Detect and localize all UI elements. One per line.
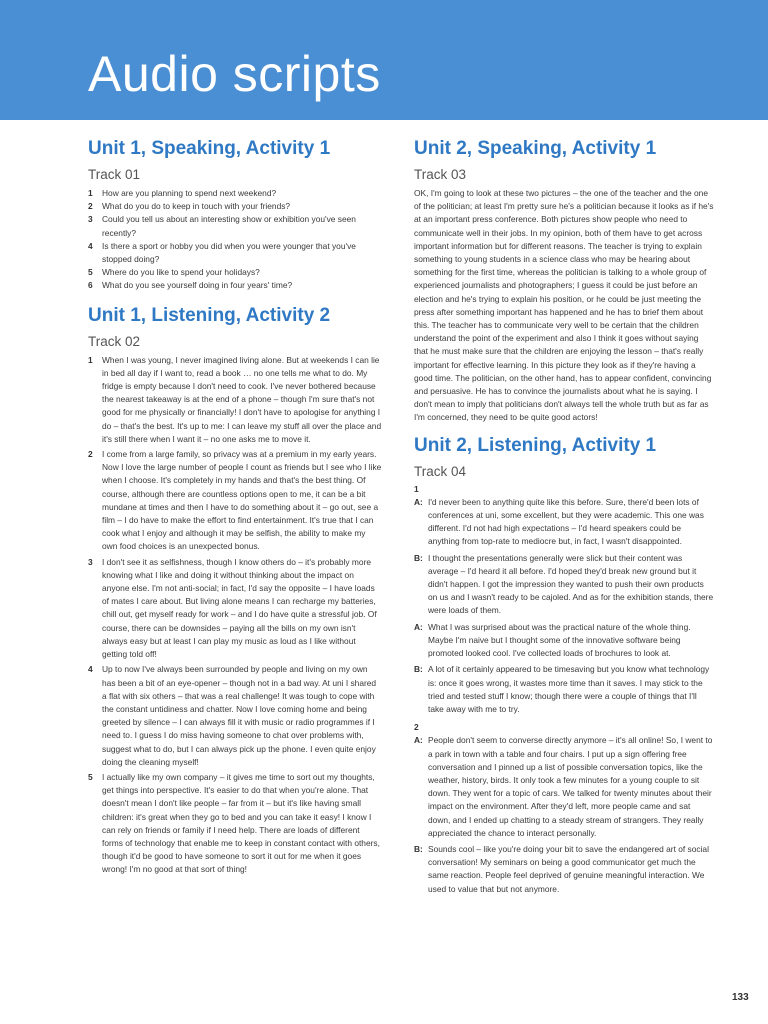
list-item xyxy=(88,200,382,213)
speaker-label: A: xyxy=(414,621,423,632)
item-number: 1 xyxy=(88,188,93,198)
dialogue-segment xyxy=(414,483,714,716)
item-text: I don't see it as selfishness, though I know others do – it's probably more knowing what I like and doing it without thinking about the impact on anyone else. I'm not anti-social; in fact, I'd say the opposite – I have loads of mates I care about. But living alone means I can recharge my batteries, chill out, get myself ready for work – and I do have quite a stressful job. Of course, there can be downsides – paying all the bills on my own isn't always easy but at least I can play my music as loud as I like without getting told off! xyxy=(102,556,377,660)
item-text: Up to now I've always been surrounded by people and living on my own has been a bit of an eye-opener – though not in a bad way. At uni I shared a flat with six others – that was a real challenge! It was tough to cope with the constant untidiness and chatter. Now I love coming home and being greeted by silence – I can always fill it with music or radio programmes if I need to. I guess I do miss having someone to chat over problems with, suggest what to do, but I can always pick up the phone. I even quite enjoy doing the cleaning myself! xyxy=(102,664,377,767)
list-item xyxy=(88,266,382,279)
section-heading: Unit 2, Listening, Activity 1 xyxy=(414,434,657,456)
dialogue-text: Sounds cool – like you're doing your bit to save the endangered art of social conversation! My seminars on being a good communicator get much the same reaction. People feel deprived of genuine meaningful interaction. We used to value that but not anymore. xyxy=(428,843,709,894)
list-item xyxy=(88,771,382,877)
list-item xyxy=(88,663,382,769)
page-number: 133 xyxy=(732,992,749,1003)
item-number: 3 xyxy=(88,214,93,225)
dialogue-line xyxy=(414,496,714,549)
item-number: 1 xyxy=(88,354,93,365)
dialogue-line xyxy=(414,663,714,716)
item-number: 4 xyxy=(88,240,93,251)
track-label: Track 02 xyxy=(88,333,141,349)
item-text: Could you tell us about an interesting show or exhibition you've seen recently? xyxy=(102,214,356,238)
list-item xyxy=(88,213,382,239)
list-item xyxy=(88,187,382,200)
item-number: 5 xyxy=(88,267,93,278)
item-text: How are you planning to spend next weekend? xyxy=(102,188,277,198)
section-heading: Unit 2, Speaking, Activity 1 xyxy=(414,138,657,159)
item-text: Where do you like to spend your holidays? xyxy=(102,267,260,278)
item-text: What do you see yourself doing in four years' time? xyxy=(102,280,293,291)
dialogue-text: A lot of it certainly appeared to be timesaving but you know what technology is: once it goes wrong, it wastes more time than it saves. I may stick to the tried and tested stuff I know; though there were a couple of things that I'll take away with me to try. xyxy=(428,664,710,714)
speaker-label: B: xyxy=(414,664,423,675)
list-item xyxy=(88,354,382,446)
track-label: Track 01 xyxy=(88,167,141,182)
dialogue-line xyxy=(414,552,714,618)
list-item xyxy=(88,448,382,554)
left-column xyxy=(88,136,382,877)
item-text: I actually like my own company – it gives me time to sort out my thoughts, get things into perspective. It's easier to do that when you're alone. That doesn't mean I don't like people – far from it – but it's like having small children: it's great when they go to bed and you can take it easy! I know I can rely on friends or family if I need help. There are loads of different forms of technology that enable me to keep in constant contact with others, though it'd be good to have someone to sort it out for me when it goes wrong! I'm no good at that sort of thing! xyxy=(102,771,380,875)
item-number: 6 xyxy=(88,280,93,291)
segment-number: 1 xyxy=(414,483,419,494)
item-number: 4 xyxy=(88,664,93,675)
dialogue-text: People don't seem to converse directly anymore – it's all online! So, I went to a park in town with a table and four chairs. I put up a sign offering free conversation and I pinned up a list of possible conversation topics, like the weather, history, birds. It only took a few minutes for a young couple to sit down. They went for a topic of cars. We talked for twenty minutes about their impact on the environment. After they'd left, more people came and sat down, and I ended up chatting to a steady stream of strangers. They really appreciated the chance to interact personally. xyxy=(428,735,713,838)
item-text: I come from a large family, so privacy was at a premium in my early years. Now I love the large number of people I count as friends but I see who I like when I choose. It's completely in my hands and that's the best thing. Of course, although there are countless options open to me, it can be a bit mundane at times and then I have to do something about it – go out, see a film – I do have to make the effort to find entertainment. It's true that I can cook what I enjoy and although it may be selfish, the ability to make my own food choices is an unexpected bonus. xyxy=(102,449,382,552)
item-text: What do you do to keep in touch with your friends? xyxy=(102,201,291,212)
track-label: Track 04 xyxy=(414,463,467,479)
speaker-label: B: xyxy=(414,843,423,854)
page-title: Audio scripts xyxy=(88,46,381,102)
dialogue-line xyxy=(414,843,714,896)
speaker-label: B: xyxy=(414,552,423,563)
item-number: 3 xyxy=(88,556,93,567)
item-number: 2 xyxy=(88,449,93,460)
question-list xyxy=(88,187,382,293)
item-number: 5 xyxy=(88,771,93,782)
dialogue-line xyxy=(414,734,714,840)
list-item xyxy=(88,240,382,266)
right-column xyxy=(414,136,714,896)
header-banner xyxy=(0,0,768,120)
script-paragraph: OK, I'm going to look at these two pictures – the one of the teacher and the one of the politician; at least I'm pretty sure he's a politician because it looks as if he's at an important press conference. Both pictures show people who need to communicate well in their jobs. In my opinion, both of them have to get across important information but for different reasons. The teacher is trying to explain something to young students in a science class who may be hearing about something for the first time, whereas the politician is talking to a whole group of experienced journalists and photographers; I guess it could be just before an election and he's trying to explain his position, or he could be just meeting the press after something important has happened and he has to brief them about this. The teacher has to communicate very well to be certain that the children understand the point of the experiment and also I think it goes without saying that he must make sure that the children are enjoying the lesson – that's really important for effective learning. In this picture they look as if they're having a good time. The politician, on the other hand, has to appear confident, convincing and persuasive. He has to convince the journalists about what he is saying. I don't mean to imply that politicians don't always tell the whole truth but as far as I'm concerned, they need to be quite good actors! xyxy=(414,188,714,423)
item-text: Is there a sport or hobby you did when you were younger that you've stopped doing? xyxy=(102,240,356,265)
monologue-list xyxy=(88,354,382,877)
dialogue-segment xyxy=(414,721,714,896)
speaker-label: A: xyxy=(414,496,423,507)
track-label: Track 03 xyxy=(414,167,467,182)
section-heading: Unit 1, Listening, Activity 2 xyxy=(88,304,331,326)
list-item xyxy=(88,556,382,662)
segment-number: 2 xyxy=(414,722,419,733)
dialogue-text: What I was surprised about was the practical nature of the whole thing. Maybe I'm naive but I thought some of the innovative software being promoted looked cool. I've collected loads of brochures to look at. xyxy=(428,621,691,659)
item-text: When I was young, I never imagined living alone. But at weekends I can lie in bed all day if I want to, read a book … no one tells me what to do. My fridge is empty because I don't need to cook. I've never bothered because the nearest takeaway is at the end of a phone – though I'm sure that's not good for me physically or financially! I don't have to apologise for anything I do – that's the best. It's up to me: I can leave my stuff all over the place and it's still there when I want it – no one asks me to move it. xyxy=(102,354,382,444)
dialogue-text: I thought the presentations generally were slick but their content was average – I'd heard it all before. I'd hoped they'd break new ground but it didn't happen. I got the impression they wanted to push their own products on us and I wasn't ready to be cajoled. And as for the exhibition stands, there were loads of them. xyxy=(428,552,714,616)
item-number: 2 xyxy=(88,201,93,212)
list-item xyxy=(88,279,382,292)
speaker-label: A: xyxy=(414,735,423,746)
dialogue-line xyxy=(414,621,714,661)
dialogue-text: I'd never been to anything quite like this before. Sure, there'd been lots of conferences at uni, some excellent, but they were academic. This one was different. I'd not had high expectations – I'd heard speakers could be anything from top-rate to mediocre but, in fact, I wasn't disappointed. xyxy=(428,496,704,547)
section-heading: Unit 1, Speaking, Activity 1 xyxy=(88,138,331,159)
